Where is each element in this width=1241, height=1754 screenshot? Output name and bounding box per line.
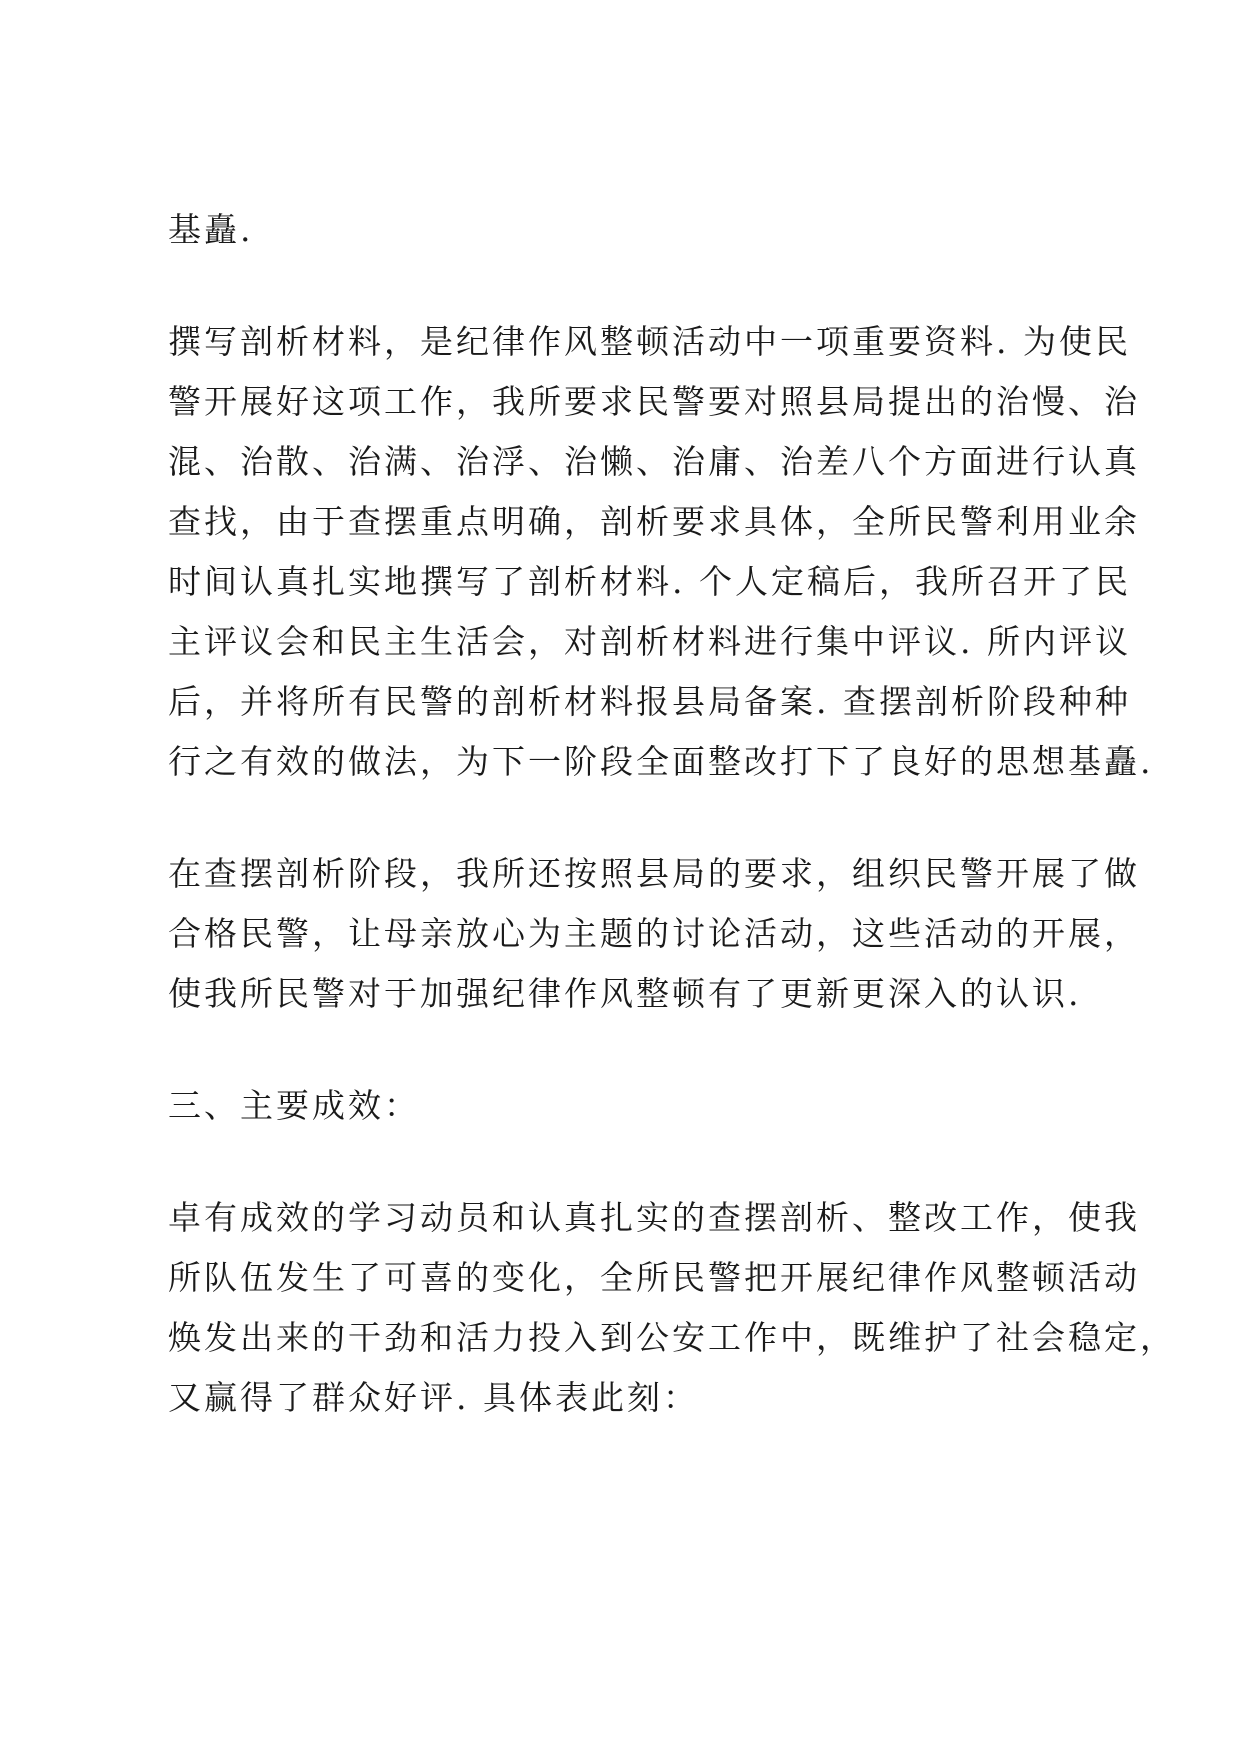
paragraph-analysis-materials — [168, 312, 1154, 792]
text-line: 基矗. — [168, 210, 254, 249]
paragraph-discussion-activity — [168, 844, 1140, 1024]
text-line: 所队伍发生了可喜的变化，全所民警把开展纪律作风整顿活动 — [168, 1258, 1140, 1297]
text-line: 卓有成效的学习动员和认真扎实的查摆剖析、整改工作，使我 — [168, 1198, 1140, 1237]
text-line: 合格民警，让母亲放心为主题的讨论活动，这些活动的开展， — [168, 914, 1140, 953]
text-line: 使我所民警对于加强纪律作风整顿有了更新更深入的认识. — [168, 974, 1082, 1013]
paragraph-results — [168, 1188, 1176, 1428]
text-line: 混、治散、治满、治浮、治懒、治庸、治差八个方面进行认真 — [168, 442, 1140, 481]
document-body — [168, 200, 1176, 1480]
text-line: 行之有效的做法，为下一阶段全面整改打下了良好的思想基矗. — [168, 742, 1154, 781]
text-line: 警开展好这项工作，我所要求民警要对照县局提出的治慢、治 — [168, 382, 1140, 421]
text-line: 主评议会和民主生活会，对剖析材料进行集中评议. 所内评议 — [168, 622, 1131, 661]
text-line: 后，并将所有民警的剖析材料报县局备案. 查摆剖析阶段种种 — [168, 682, 1131, 721]
section-heading-main-results — [168, 1076, 1088, 1136]
text-line: 在查摆剖析阶段，我所还按照县局的要求，组织民警开展了做 — [168, 854, 1140, 893]
text-line: 查找，由于查摆重点明确，剖析要求具体，全所民警利用业余 — [168, 502, 1140, 541]
text-line: 焕发出来的干劲和活力投入到公安工作中，既维护了社会稳定， — [168, 1318, 1176, 1357]
text-line: 时间认真扎实地撰写了剖析材料. 个人定稿后，我所召开了民 — [168, 562, 1131, 601]
paragraph-continuation — [168, 200, 1088, 260]
text-line: 又赢得了群众好评. 具体表此刻： — [168, 1378, 699, 1417]
text-line: 撰写剖析材料，是纪律作风整顿活动中一项重要资料. 为使民 — [168, 322, 1131, 361]
heading-line: 三、主要成效： — [168, 1086, 420, 1125]
